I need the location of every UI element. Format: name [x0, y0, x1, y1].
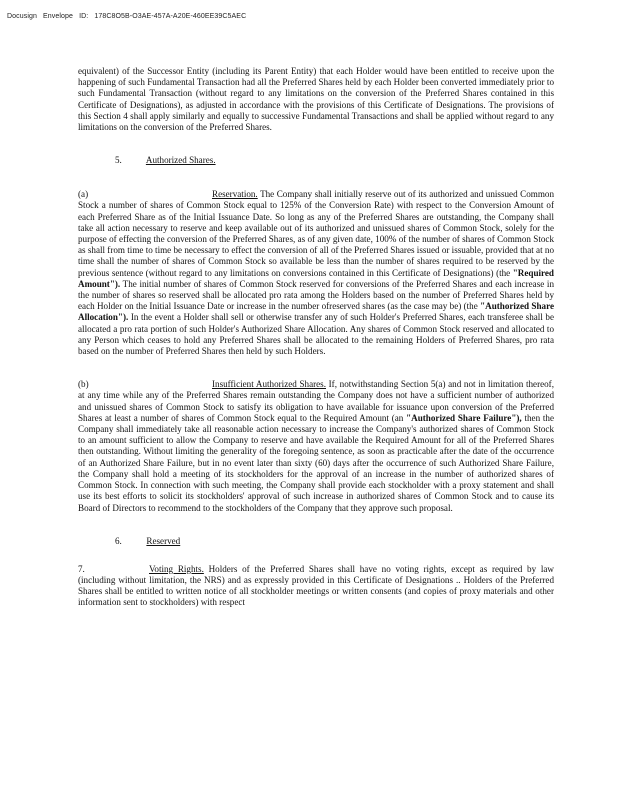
envelope-label: Envelope	[43, 13, 74, 20]
section-5-title: Authorized Shares.	[145, 155, 216, 166]
section-5b-text-2: then the Company shall immediately take all reasonable action necessary to increase the Company's authorized shares of Common Stock to an amount sufficient to allow the Company to reserve and have available the Required Amount for all of the Preferred Shares then outstanding. Without limiting the generality of the foregoing sentence, as soon as practicable after the date of the occurrence of an Authorized Share Failure, but in no event later than sixty (60) days after the occurrence of such Authorized Share Failure, the Company shall hold a meeting of its stockholders for the approval of an increase in the number of authorized shares of Common Stock. In connection with such meeting, the Company shall provide each stockholder with a proxy statement and shall use its best efforts to solicit its stockholders' approval of such increase in authorized shares of Common Stock and to cause its Board of Directors to recommend to the stockholders of the Company that they approve such proposal.	[78, 412, 554, 513]
section-5a-paragraph	[78, 189, 554, 357]
section-5a-text-2: The initial number of shares of Common Stock reserved for conversions of the Preferred Shares and each increase in the number of shares so reserved shall be allocated pro rata among the Holders based on the number of Preferred Shares held by each Holder on the Initial Issuance Date or increase in the number ofreserved shares (as the case may be) (the	[78, 278, 554, 312]
section-5b-text-1: If, notwithstanding Section 5(a) and not in limitation thereof, at any time while any of the Preferred Shares remain outstanding the Company does not have a sufficient number of authorized and unissued shares of Common Stock to satisfy its obligation to have available for issuance upon conversion of the Preferred Shares at least a number of shares of Common Stock equal to the Required Amount (an	[78, 379, 554, 423]
required-amount-term: "Required Amount").	[78, 267, 554, 289]
authorized-share-failure-term: "Authorized Share Failure"),	[406, 412, 522, 423]
docusign-label: Docusign	[7, 13, 37, 20]
section-5b-label: (b)	[78, 379, 89, 390]
section-5b-paragraph	[78, 379, 554, 513]
envelope-id-value: 178C8O5B-O3AE-457A-A20E-460EE39C5AEC	[94, 13, 247, 20]
document-page	[78, 66, 554, 609]
section-7-title: Voting Rights.	[149, 563, 204, 574]
intro-paragraph: equivalent) of the Successor Entity (including its Parent Entity) that each Holder would have been entitled to receive upon the happening of such Fundamental Transaction had all the Preferred Shares held by each Holder been converted immediately prior to such Fundamental Transaction (without regard to any limitations on the conversion of the Preferred Shares contained in this Certificate of Designations), as adjusted in accordance with the provisions of this Certificate of Designations. The provisions of this Section 4 shall apply similarly and equally to successive Fundamental Transactions and shall be applied without regard to any limitations on the conversion of the Preferred Shares.	[78, 66, 554, 133]
section-6-heading	[78, 536, 554, 548]
section-5-heading	[78, 155, 554, 167]
envelope-id-label: ID:	[79, 13, 89, 20]
section-7-paragraph	[78, 564, 554, 609]
section-7-text: Holders of the Preferred Shares shall have no voting rights, except as required by law (including without limitation, the NRS) and as expressly provided in this Certificate of Designations .. Holders of the Preferred Shares shall be entitled to written notice of all stockholder meetings or written consents (and copies of proxy materials and other information sent to stockholders) with respect	[78, 563, 554, 608]
section-5a-text-3: In the event a Holder shall sell or otherwise transfer any of such Holder's Preferred Shares, each transferee shall be allocated a pro rata portion of such Holder's Authorized Share Allocation. Any shares of Common Stock reserved and allocated to any Person which ceases to hold any Preferred Shares shall be allocated to the remaining Holders of Preferred Shares, pro rata based on the number of Preferred Shares then held by such Holders.	[78, 312, 554, 357]
section-6-number: 6.	[115, 535, 122, 546]
section-7-number: 7.	[78, 563, 85, 574]
authorized-share-allocation-term: "Authorized Share Allocation").	[78, 301, 554, 323]
section-5-number: 5.	[115, 155, 122, 166]
section-5b-title: Insufficient Authorized Shares.	[212, 379, 326, 390]
docusign-envelope-header	[7, 13, 250, 20]
section-5a-text-1: The Company shall initially reserve out of its authorized and unissued Common Stock a number of shares of Common Stock equal to 125% of the Conversion Rate) with respect to the Conversion Amount of each Preferred Share as of the Initial Issuance Date. So long as any of the Preferred Shares are outstanding, the Company shall take all action necessary to reserve and keep available out of its authorized and unissued shares of Common Stock, solely for the purpose of effecting the conversion of the Preferred Shares, as of any given date, 100% of the number of shares of Common Stock as shall from time to time be necessary to effect the conversion of all of the Preferred Shares issued or issuable, provided that at no time shall the number of shares of Common Stock so available be less than the number of shares required to be reserved by the previous sentence (without regard to any limitations on conversions contained in this Certificate of Designations) (the	[78, 189, 554, 278]
section-6-title: Reserved	[146, 535, 181, 546]
section-5a-title: Reservation.	[212, 189, 258, 200]
section-5a-label: (a)	[78, 189, 89, 200]
